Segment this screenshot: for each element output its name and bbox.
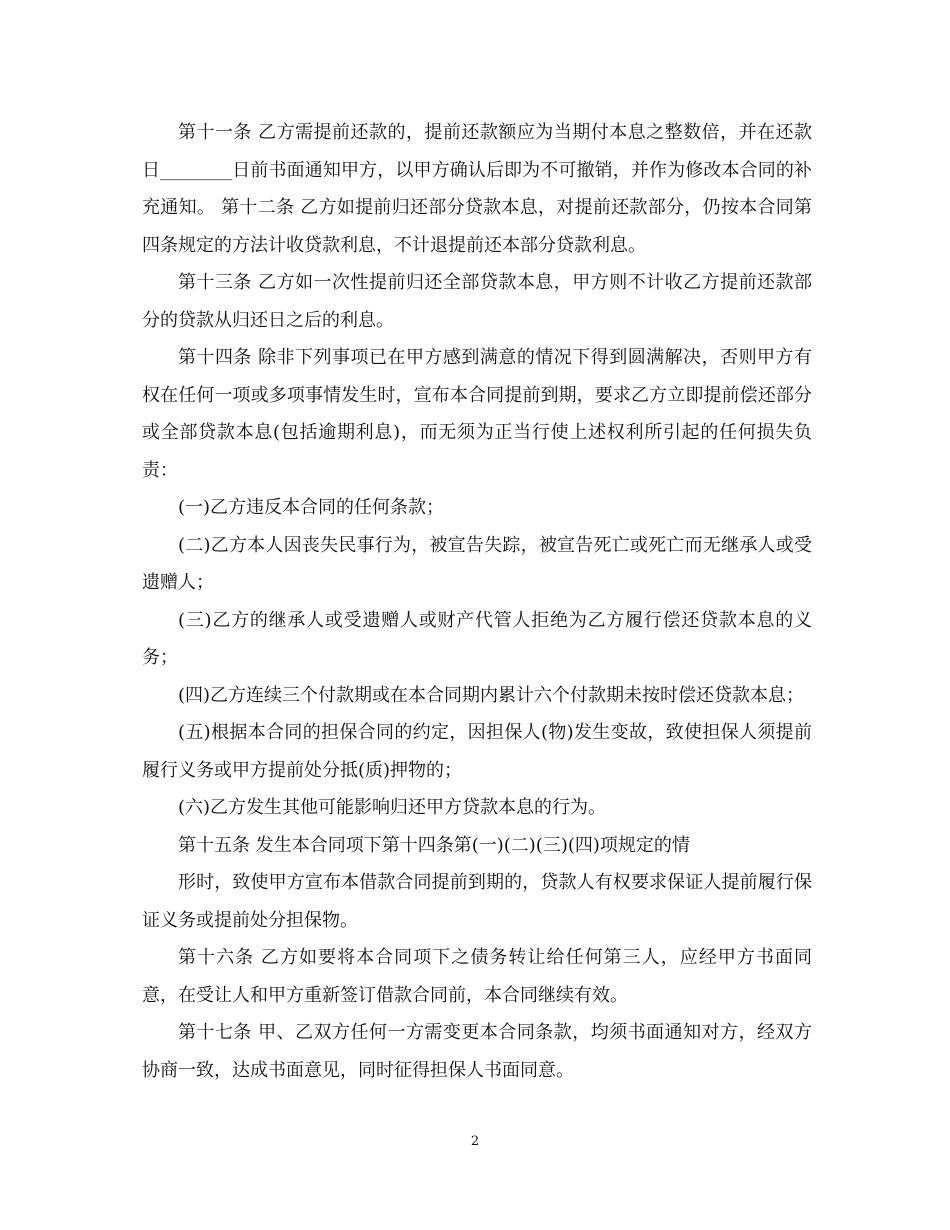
clause-14-item-1: (一)乙方违反本合同的任何条款； bbox=[178, 497, 445, 518]
clause-14-item-3: (三)乙方的继承人或受遗赠人或财产代管人拒绝为乙方履行偿还贷款本息的义务； bbox=[142, 609, 812, 668]
clause-11-12-paragraph: 第十一条 乙方需提前还款的，提前还款额应为当期付本息之整数倍，并在还款日________日前书面通知甲方，以甲方确认后即为不可撤销，并作为修改本合同的补充通知。 第十二条 乙方如提前归还部分贷款本息，对提前还款部分，仍按本合同第四条规定的方法计收贷款利息，不计退提前还本部分贷款利息。 bbox=[142, 122, 812, 256]
clause-14-item-4: (四)乙方连续三个付款期或在本合同期内累计六个付款期未按时偿还贷款本息； bbox=[178, 684, 805, 706]
clause-17-paragraph: 第十七条 甲、乙双方任何一方需变更本合同条款，均须书面通知对方，经双方协商一致，达成书面意见，同时征得担保人书面同意。 bbox=[142, 1022, 812, 1081]
clause-15-continuation: 形时，致使甲方宣布本借款合同提前到期的，贷款人有权要求保证人提前履行保证义务或提前处分担保物。 bbox=[142, 872, 812, 931]
document-body bbox=[142, 114, 812, 1089]
clause-13-paragraph: 第十三条 乙方如一次性提前归还全部贷款本息，甲方则不计收乙方提前还款部分的贷款从归还日之后的利息。 bbox=[142, 272, 812, 331]
clause-15-heading-line: 第十五条 发生本合同项下第十四条第(一)(二)(三)(四)项规定的情 bbox=[178, 834, 690, 856]
page-number: 2 bbox=[470, 1134, 480, 1149]
clause-14-item-5: (五)根据本合同的担保合同的约定，因担保人(物)发生变故，致使担保人须提前履行义务或甲方提前处分抵(质)押物的； bbox=[142, 722, 812, 781]
clause-14-item-2: (二)乙方本人因丧失民事行为，被宣告失踪，被宣告死亡或死亡而无继承人或受遗赠人； bbox=[142, 534, 812, 593]
clause-14-item-6: (六)乙方发生其他可能影响归还甲方贷款本息的行为。 bbox=[178, 797, 607, 818]
clause-16-paragraph: 第十六条 乙方如要将本合同项下之债务转让给任何第三人，应经甲方书面同意，在受让人和甲方重新签订借款合同前，本合同继续有效。 bbox=[142, 947, 812, 1006]
clause-14-paragraph: 第十四条 除非下列事项已在甲方感到满意的情况下得到圆满解决，否则甲方有权在任何一项或多项事情发生时，宣布本合同提前到期，要求乙方立即提前偿还部分或全部贷款本息(包括逾期利息)，而无须为正当行使上述权利所引起的任何损失负责： bbox=[142, 347, 812, 481]
